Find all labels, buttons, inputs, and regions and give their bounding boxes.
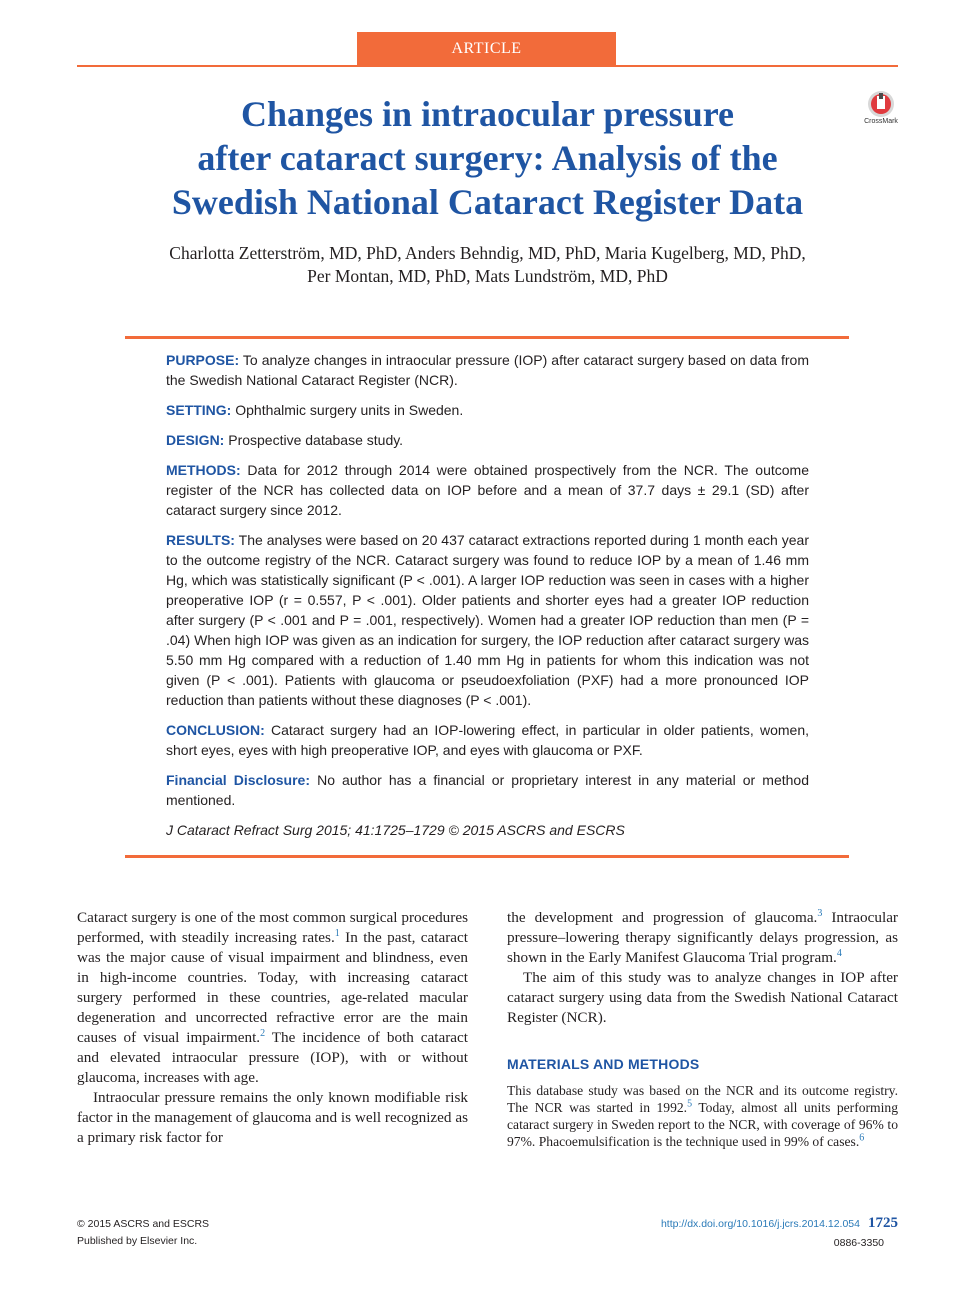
reference-link-3[interactable]: 3 [817,907,823,919]
authors-line-2: Per Montan, MD, PhD, Mats Lundström, MD, PhD [307,266,668,286]
body-text: Today, almost all units performing cataract surgery in Sweden report to the NCR, with coverage of 96% to 97%. Phacoemulsification is the technique used in 99% of cases. [507,1100,898,1149]
body-text: In the past, cataract was the major cause of visual impairment and blindness, even in high-income countries. Today, with increasing cataract surgery performed in these countries, age-related macular degeneration and uncorrected refractive error are the main causes of visual impairment. [77,929,468,1046]
title-line-3: Swedish National Cataract Register Data [171,182,804,222]
body-paragraph [507,908,898,968]
abstract-bottom-rule [125,855,849,858]
methods-label: METHODS: [166,462,241,478]
disclosure-text: No author has a financial or proprietary interest in any material or method mentioned. [166,772,809,808]
page-number: 1725 [868,1215,898,1231]
article-title [110,92,865,224]
footer-publisher: Published by Elsevier Inc. [77,1235,198,1247]
footer-right [600,1214,898,1253]
design-label: DESIGN: [166,432,225,448]
author-list [100,242,875,288]
methods-text: Data for 2012 through 2014 were obtained prospectively from the NCR. The outcome register of the NCR has collected data on IOP before and a mean of 37.7 days ± 29.1 (SD) after cataract surgery since 2012. [166,462,809,518]
abstract [166,350,809,850]
article-type-label: ARTICLE [357,32,616,65]
body-column-left [77,908,468,1148]
abstract-top-rule [125,336,849,339]
body-text: This database study was based on the NCR and its outcome registry. The NCR was started in 1992. [507,1083,898,1115]
doi-link[interactable]: http://dx.doi.org/10.1016/j.jcrs.2014.12.054 [660,1218,860,1230]
body-column-right [507,908,898,1150]
body-paragraph [77,908,468,1088]
reference-link-2[interactable]: 2 [260,1027,266,1039]
conclusion-text: Cataract surgery had an IOP-lowering effect, in particular in older patients, women, short eyes, eyes with high preoperative IOP, and eyes with glaucoma or PXF. [166,722,809,758]
body-text: Intraocular pressure–lowering therapy significantly delays progression, as shown in the Early Manifest Glaucoma Trial program. [507,909,898,966]
footer-copyright: © 2015 ASCRS and ESCRS [77,1218,210,1230]
body-text: Cataract surgery is one of the most common surgical procedures performed, with steadily increasing rates. [77,909,468,946]
title-line-2: after cataract surgery: Analysis of the [197,138,778,178]
conclusion-label: CONCLUSION: [166,722,265,738]
abstract-results [166,530,809,710]
authors-line-1: Charlotta Zetterström, MD, PhD, Anders Behndig, MD, PhD, Maria Kugelberg, MD, PhD, [169,243,806,263]
disclosure-label: Financial Disclosure: [166,772,311,788]
purpose-label: PURPOSE: [166,352,240,368]
abstract-setting [166,400,809,420]
abstract-design [166,430,809,450]
abstract-methods [166,460,809,520]
abstract-purpose [166,350,809,390]
body-text: The incidence of both cataract and elevated intraocular pressure (IOP), with or without glaucoma, increases with age. [77,1029,468,1086]
title-line-1: Changes in intraocular pressure [240,94,735,134]
design-text: Prospective database study. [224,432,404,448]
body-text: the development and progression of glaucoma. [507,909,818,926]
section-heading: MATERIALS AND METHODS [507,1056,700,1072]
body-paragraph: Intraocular pressure remains the only known modifiable risk factor in the management of glaucoma and is well recognized as a primary risk factor for [77,1089,468,1146]
body-paragraph: The aim of this study was to analyze changes in IOP after cataract surgery using data from the Swedish National Cataract Register (NCR). [507,969,898,1026]
crossmark-label: CrossMark [864,118,898,125]
results-label: RESULTS: [166,532,235,548]
reference-link-6[interactable]: 6 [859,1132,865,1144]
header-rule [77,65,898,67]
reference-link-5[interactable]: 5 [687,1098,693,1110]
issn: 0886-3350 [833,1237,884,1249]
body-paragraph [507,1082,898,1150]
abstract-disclosure [166,770,809,810]
reference-link-1[interactable]: 1 [334,927,340,939]
abstract-conclusion [166,720,809,760]
setting-text: Ophthalmic surgery units in Sweden. [231,402,464,418]
setting-label: SETTING: [166,402,232,418]
results-text: The analyses were based on 20 437 cataract extractions reported during 1 month each year to the outcome registry of the NCR. Cataract surgery was found to reduce IOP by a mean of 1.46 mm Hg, which was statistically significant (P < .001). A larger IOP reduction was seen in cases with a higher preoperative IOP (r = 0.557, P < .001). Older patients and shorter eyes had a greater IOP reduction after surgery (P < .001 and P = .001, respectively). Women had a greater IOP reduction than men (P = .04) When high IOP was given as an indication for surgery, the IOP reduction after cataract surgery was 5.50 mm Hg compared with a reduction of 1.40 mm Hg in patients for whom this indication was not given (P < .001). Patients with glaucoma or pseudoexfoliation (PXF) had a more pronounced IOP reduction than patients without these diagnoses (P < .001). [166,532,809,708]
purpose-text: To analyze changes in intraocular pressure (IOP) after cataract surgery based on data from the Swedish National Cataract Register (NCR). [166,352,809,388]
footer-left [77,1216,209,1250]
journal-citation: J Cataract Refract Surg 2015; 41:1725–1729 © 2015 ASCRS and ESCRS [166,822,625,838]
reference-link-4[interactable]: 4 [836,947,842,959]
